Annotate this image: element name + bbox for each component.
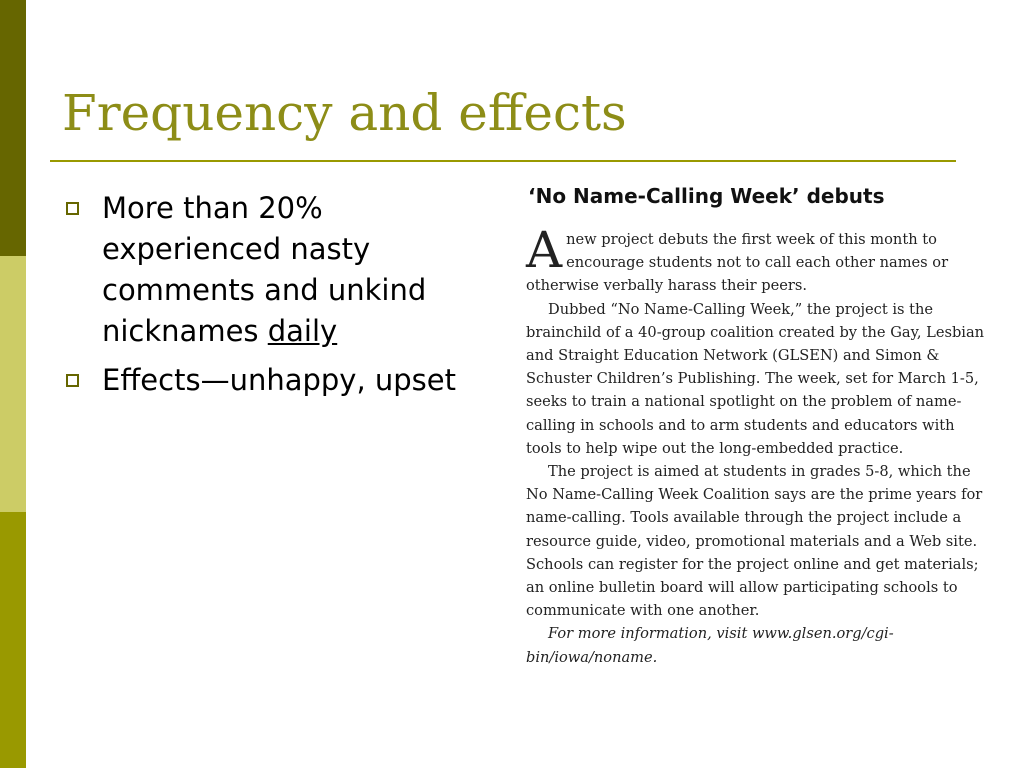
square-bullet-icon bbox=[66, 202, 79, 215]
newspaper-clipping bbox=[518, 180, 998, 720]
side-band-top bbox=[0, 0, 26, 256]
drop-cap: A bbox=[526, 221, 563, 279]
paragraph-1-text: new project debuts the first week of this month to encourage students not to call each other names or otherwise verbally harass their peers. bbox=[526, 231, 949, 295]
clipping-body bbox=[526, 221, 992, 669]
bullet-item-effects bbox=[62, 360, 502, 401]
side-band-middle bbox=[0, 256, 26, 512]
title-underline bbox=[50, 160, 956, 162]
slide-title: Frequency and effects bbox=[62, 84, 627, 142]
bullet-item-frequency bbox=[62, 188, 502, 352]
side-band-bottom bbox=[0, 512, 26, 768]
clipping-paragraph-2: Dubbed “No Name-Calling Week,” the project is the brainchild of a 40-group coalition created by the Gay, Lesbian and Straight Education Network (GLSEN) and Simon & Schuster Children’s Publishing. The week, set for March 1-5, seeks to train a national spotlight on the problem of name-calling in schools and to arm students and educators with tools to help wipe out the long-embedded practice. bbox=[526, 300, 985, 457]
bullet-emphasis: daily bbox=[267, 314, 338, 348]
clipping-paragraph-1 bbox=[526, 221, 992, 298]
clipping-paragraph-4: For more information, visit www.glsen.org/cgi-bin/iowa/noname. bbox=[526, 625, 894, 666]
clipping-paragraph-3: The project is aimed at students in grades 5-8, which the No Name-Calling Week Coalition says are the prime years for name-calling. Tools available through the project include a resource guide, video, promotional materials and a Web site. Schools can register for the project online and get materials; an online bulletin board will allow participating schools to communicate with one another. bbox=[526, 463, 983, 620]
bullet-text: Effects—unhappy, upset bbox=[102, 363, 457, 397]
clipping-headline: ‘No Name-Calling Week’ debuts bbox=[528, 184, 885, 208]
bullet-text: More than 20% experienced nasty comments and unkind nicknames bbox=[102, 191, 427, 348]
bullet-list bbox=[62, 188, 502, 409]
square-bullet-icon bbox=[66, 374, 79, 387]
